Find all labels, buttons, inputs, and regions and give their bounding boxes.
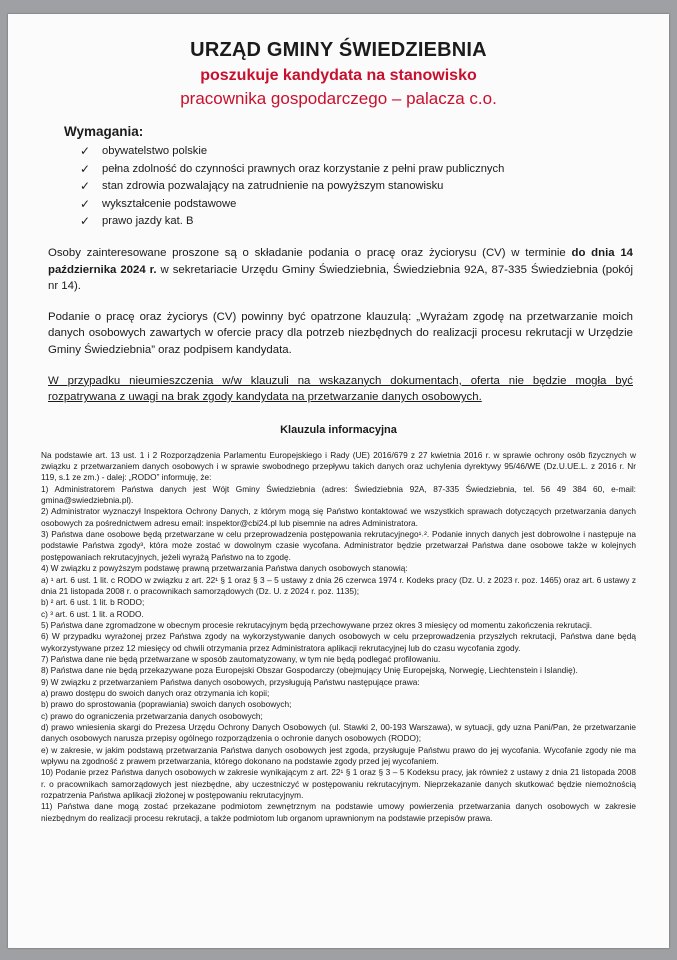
clause-line: 9) W związku z przetwarzaniem Państwa danych osobowych, przysługują Państwu następujące prawa: bbox=[41, 676, 420, 687]
clause-body bbox=[41, 450, 636, 824]
checkmark-icon: ✓ bbox=[80, 179, 91, 194]
clause-line: 2) Administrator wyznaczył Inspektora Ochrony Danych, z którym mogą się Państwo kontaktować we wszystkich sprawach dotyczących przetwarzania danych osobowych za pośrednictwem adresu email: inspektor@cbi24.pl lub pisemnie na adres Administratora. bbox=[41, 506, 636, 528]
requirements-list bbox=[64, 143, 669, 231]
requirements-section bbox=[64, 124, 669, 231]
requirement-text: stan zdrowia pozwalający na zatrudnienie na powyższym stanowisku bbox=[102, 180, 444, 193]
requirement-text: obywatelstwo polskie bbox=[102, 145, 208, 157]
clause-line: b) ² art. 6 ust. 1 lit. b RODO; bbox=[41, 597, 145, 608]
clause-line: c) prawo do ograniczenia przetwarzania danych osobowych; bbox=[41, 710, 263, 721]
clause-line: d) prawo wniesienia skargi do Prezesa Urzędu Ochrony Danych Osobowych (ul. Stawki 2, 00-193 Warszawa), w sytuacji, gdy uzna Pani/Pan, że przetwarzanie danych osobowych narusza przepisy ogólnego rozporządzenia o ochronie danych osobowych (RODO); bbox=[41, 721, 636, 744]
requirement-text: wykształcenie podstawowe bbox=[102, 197, 237, 210]
deadline-date: do dnia 14 października 2024 r. bbox=[48, 246, 633, 276]
header bbox=[8, 14, 669, 110]
deadline-text-after: w sekretariacie Urzędu Gminy Świedziebnia, Świedziebnia 92A, 87-335 Świedziebnia (pokój nr 14). bbox=[48, 263, 633, 293]
clause-line: a) ¹ art. 6 ust. 1 lit. c RODO w związku z art. 22¹ § 1 oraz § 3 – 5 ustawy z dnia 26 czerwca 1974 r. Kodeks pracy (Dz. U. z 2023 r. poz. 1465) oraz art. 6 ustawy z dnia 21 listopada 2008 r. o pracownikach samorządowych (Dz. U. z 2024 r. poz. 1135); bbox=[41, 574, 636, 596]
clause-line: 11) Państwa dane mogą zostać przekazane podmiotom zewnętrznym na podstawie umowy powierzenia przetwarzania danych osobowych w zakresie niezbędnym do realizacji procesu rekrutacji, a także podmiotom lub organom uprawnionym na podstawie przepisów prawa. bbox=[41, 801, 636, 823]
clause-title: Klauzula informacyjna bbox=[280, 423, 397, 436]
checkmark-icon: ✓ bbox=[80, 196, 91, 211]
clause-line: 10) Podanie przez Państwa danych osobowych w zakresie wynikającym z art. 22¹ § 1 oraz § 3 – 5 Kodeksu pracy, jak również z ustawy z dnia 21 listopada 2008 r. o pracownikach samorządowych jest niezbędne, aby uczestniczyć w postępowaniu rekrutacyjnym. Nieprzekazanie danych skutkować będzie niemożnością rozpatrzenia Państwa aplikacji złożonej w postępowaniu rekrutacyjnym. bbox=[41, 767, 636, 801]
clause-line: 3) Państwa dane osobowe będą przetwarzane w celu przeprowadzenia postępowania rekrutacyjnego¹˒². Podanie innych danych jest dobrowolne i następuje na podstawie Państwa zgody³, która może zostać w dowolnym czasie wycofana. Administrator będzie przetwarzał Państwa dane osobowe także w kolejnych postępowaniach rekrutacyjnych, jeżeli wyrażą Państwo na to zgodę. bbox=[41, 529, 636, 562]
list-item bbox=[80, 178, 669, 196]
clause-line: 5) Państwa dane zgromadzone w obecnym procesie rekrutacyjnym będą przechowywane przez okres 3 miesięcy od momentu zakończenia rekrutacji. bbox=[41, 619, 593, 630]
application-paragraph bbox=[48, 245, 633, 295]
requirements-heading: Wymagania: bbox=[64, 124, 144, 139]
consent-paragraph: Podanie o pracę oraz życiorys (CV) powinny być opatrzone klauzulą: „Wyrażam zgodę na przetwarzanie moich danych osobowych zawartych w ofercie pracy dla potrzeb niezbędnych do realizacji procesu rekrutacji w Urzędzie Gminy Świedziebnia” oraz podpisem kandydata. bbox=[48, 310, 633, 356]
clause-line: Na podstawie art. 13 ust. 1 i 2 Rozporządzenia Parlamentu Europejskiego i Rady (UE) 2016/679 z 27 kwietnia 2016 r. w sprawie ochrony osób fizycznych w związku z przetwarzaniem danych osobowych i w sprawie swobodnego przepływu takich danych oraz uchylenia dyrektywy 95/46/WE (Dz.U.UE.L. z 2016 r. Nr 119, s.1 ze zm.) - dalej: „RODO” informuję, że: bbox=[41, 449, 636, 483]
clause-line: a) prawo dostępu do swoich danych oraz otrzymania ich kopii; bbox=[41, 687, 270, 698]
list-item bbox=[80, 196, 669, 214]
checkmark-icon: ✓ bbox=[80, 144, 91, 158]
list-item bbox=[80, 161, 669, 179]
checkmark-icon: ✓ bbox=[80, 161, 91, 176]
clause-line: 4) W związku z powyższym podstawę prawną przetwarzania Państwa danych osobowych stanowią: bbox=[41, 563, 408, 574]
job-subtitle: poszukuje kandydata na stanowisko bbox=[200, 67, 477, 84]
office-title: URZĄD GMINY ŚWIEDZIEBNIA bbox=[190, 39, 487, 61]
clause-line: 6) W przypadku wyrażonej przez Państwa zgody na wykorzystywanie danych osobowych w celu przeprowadzenia przyszłych rekrutacji, Państwa dane będą wykorzystywane przez 12 miesięcy od chwili otrzymania przez Administratora aplikacji rekrutacyjnej lub do czasu wycofania zgody. bbox=[41, 631, 636, 653]
position-title: pracownika gospodarczego – palacza c.o. bbox=[180, 89, 497, 108]
warning-paragraph: W przypadku nieumieszczenia w/w klauzuli na wskazanych dokumentach, oferta nie będzie mogła być rozpatrywana z uwagi na brak zgody kandydata na przetwarzanie danych osobowych. bbox=[48, 374, 633, 404]
list-item bbox=[80, 143, 669, 161]
clause-line: 7) Państwa dane nie będą przetwarzane w sposób zautomatyzowany, w tym nie będą podlegać profilowaniu. bbox=[41, 653, 441, 664]
requirement-text: pełna zdolność do czynności prawnych oraz korzystanie z pełni praw publicznych bbox=[102, 162, 505, 175]
list-item bbox=[80, 213, 669, 231]
clause-line: e) w zakresie, w jakim podstawą przetwarzania Państwa danych osobowych jest zgoda, przysługuje Państwu prawo do jej wycofania. Wycofanie zgody nie ma wpływu na zgodność z prawem przetwarzania, którego dokonano na podstawie zgody przed jej wycofaniem. bbox=[41, 744, 636, 766]
clause-line: b) prawo do sprostowania (poprawiania) swoich danych osobowych; bbox=[41, 699, 292, 710]
announcement-page bbox=[8, 14, 669, 948]
checkmark-icon: ✓ bbox=[80, 214, 91, 229]
clause-line: 1) Administratorem Państwa danych jest Wójt Gminy Świedziebnia (adres: Świedziebnia 92A, 87-335 Świedziebnia, tel. 56 49 384 60, e-mail: gmina@swiedziebnia.pl). bbox=[41, 483, 636, 506]
deadline-text-before: Osoby zainteresowane proszone są o składanie podania o pracę oraz życiorysu (CV) w terminie bbox=[48, 246, 572, 259]
clause-line: 8) Państwa dane nie będą przekazywane poza Europejski Obszar Gospodarczy (obejmujący Unię Europejską, Norwegię, Liechtenstein i Islandię). bbox=[41, 665, 578, 676]
requirement-text: prawo jazdy kat. B bbox=[102, 215, 194, 228]
clause-line: c) ³ art. 6 ust. 1 lit. a RODO. bbox=[41, 608, 144, 619]
